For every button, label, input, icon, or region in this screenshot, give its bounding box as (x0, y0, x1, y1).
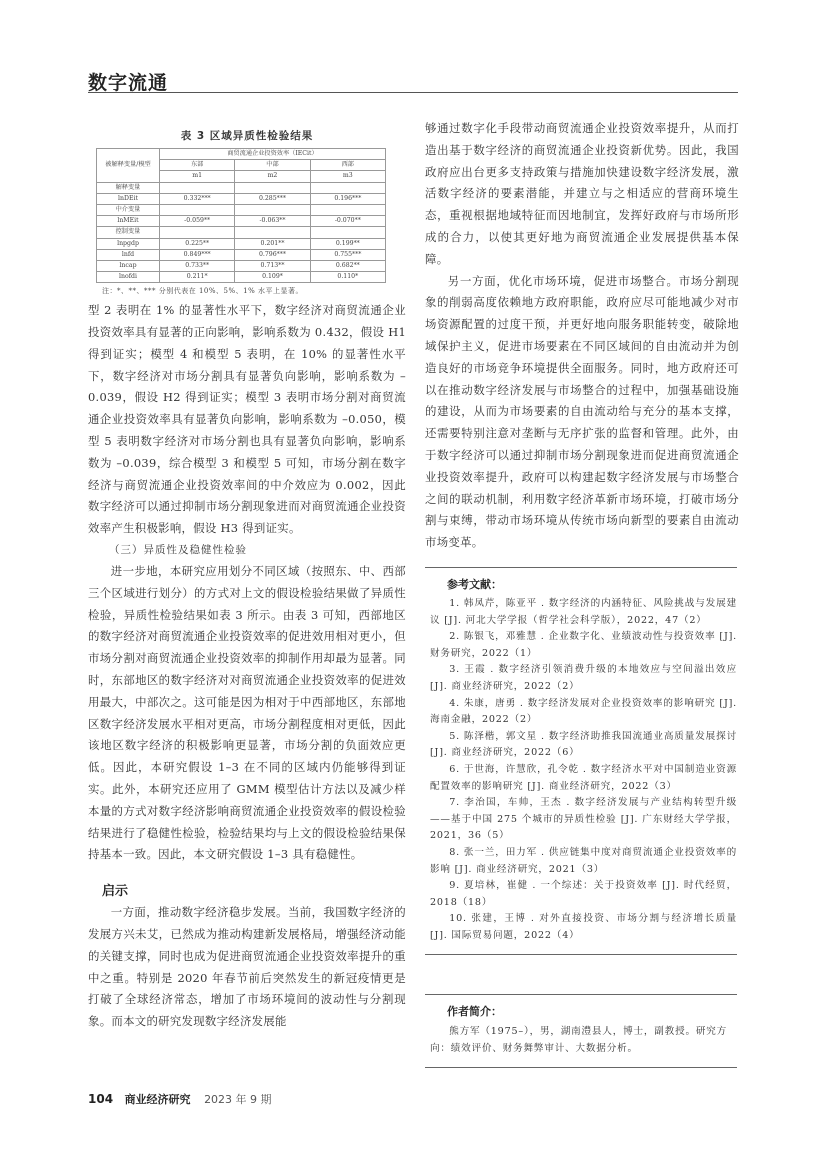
references-box (425, 567, 737, 955)
table-row (97, 216, 386, 227)
model-header: m2 (235, 171, 310, 182)
cell (310, 182, 385, 193)
cell: 0.110* (310, 272, 385, 283)
reference-item: 7. 李治国，车帅，王杰 . 数字经济发展与产业结构转型升级——基于中国 275 个城市的异质性检验 [J]. 广东财经大学学报，2021，36（5） (430, 797, 737, 842)
reference-item: 4. 朱康，唐勇 . 数字经济发展对企业投资效率的影响研究 [J]. 海南金融，2022（2） (430, 697, 737, 726)
reference-item: 9. 夏培林，崔健 . 一个综述：关于投资效率 [J]. 时代经贸，2018（18） (430, 880, 737, 908)
row-label: lnMEit (97, 216, 160, 227)
cell: 0.332*** (160, 193, 235, 204)
row-label: lnofdi (97, 272, 160, 283)
column-header: 西部 (310, 160, 385, 171)
table-row (97, 249, 386, 260)
author-bio-title: 作者简介： (447, 1005, 502, 1018)
cell: 0.196*** (310, 193, 385, 204)
row-label: lncap (97, 260, 160, 271)
section-title: 启示 (102, 884, 129, 900)
dependent-variable-header: 商贸流通企业投资效率（IECit） (160, 149, 386, 160)
cell (160, 204, 235, 215)
cell: -0.063** (235, 216, 310, 227)
cell (310, 227, 385, 238)
issue-label: 2023 年 9 期 (204, 1093, 272, 1106)
cell: 0.682** (310, 260, 385, 271)
body-paragraph: 进一步地，本研究应用划分不同区域（按照东、中、西部三个区域进行划分）的方式对上文的假设检验结果做了异质性检验，异质性检验结果如表 3 所示。由表 3 可知，西部地区的数字经济对商贸流通企业投资效率的促进效用相对更小，但市场分割对商贸流通企业投资效率的抑制作用却最为显著。同时，东部地区的数字经济对对商贸流通企业投资效率的促进效用最大，中部次之。这可能是因为相对于中西部地区，东部地区数字经济发展水平相对更高，市场分割程度相对更低，因此该地区数字经济的积极影响更显著，市场分割的负面效应更低。因此，本研究假设 1–3 在不同的区域内仍能够得到证实。此外，本研究还应用了 GMM 模型估计方法以及减少样本量的方式对数字经济影响商贸流通企业投资效率的假设检验结果进行了稳健性检验，检验结果均与上文的假设检验结果保持基本一致。因此，本文研究假设 1–3 具有稳健性。 (88, 564, 406, 862)
cell: 0.199** (310, 238, 385, 249)
table-header-row (97, 149, 386, 160)
cell: 0.733** (160, 260, 235, 271)
page-number: 104 (88, 1092, 114, 1106)
cell: -0.070** (310, 216, 385, 227)
body-paragraph: 一方面，推动数字经济稳步发展。当前，我国数字经济的发展方兴未艾，已然成为推动构建新发展格局，增强经济动能的关键支撑，同时也成为促进商贸流通企业投资效率提升的重中之重。特别是 2020 年春节前后突然发生的新冠疫情更是打破了全球经济常态，增加了市场环境间的波动性与分割现象。而本文的研究发现数字经济发展能 (88, 905, 406, 1029)
cell (160, 182, 235, 193)
table-note: 注：*、**、*** 分别代表在 10%、5%、1% 水平上显著。 (102, 287, 303, 296)
cell: 0.713** (235, 260, 310, 271)
cell: 0.285*** (235, 193, 310, 204)
table-row (97, 260, 386, 271)
table-row (97, 272, 386, 283)
reference-item: 2. 陈银飞，邓雅慧 . 企业数字化、业绩波动性与投资效率 [J]. 财务研究，2022（1） (430, 631, 737, 659)
row-label: 中介变量 (97, 204, 160, 215)
table-row (97, 204, 386, 215)
table-title: 表 3 区域异质性检验结果 (180, 130, 314, 142)
cell (160, 227, 235, 238)
journal-name: 商业经济研究 (124, 1093, 191, 1106)
reference-item: 10. 张建，王博 . 对外直接投资、市场分割与经济增长质量 [J]. 国际贸易问题，2022（4） (430, 913, 737, 941)
body-paragraph: 够通过数字化手段带动商贸流通企业投资效率提升，从而打造出基于数字经济的商贸流通企业投资新优势。因此，我国政府应出台更多支持政策与措施加快建设数字经济发展，激活数字经济的要素潜能，并建立与之相适应的营商环境生态，重视根据地域特征而因地制宜，发挥好政府与市场所形成的合力，以使其更好地为商贸流通企业发展提供基本保障。 (425, 121, 739, 266)
header-rule (88, 92, 738, 93)
reference-item: 1. 韩凤芹，陈亚平 . 数字经济的内涵特征、风险挑战与发展建议 [J]. 河北大学学报（哲学社会科学版），2022，47（2） (430, 598, 737, 626)
table-row (97, 238, 386, 249)
body-paragraph: 另一方面，优化市场环境，促进市场整合。市场分割现象的削弱高度依赖地方政府职能，政府应尽可能地减少对市场资源配置的过度干预，并更好地向服务职能转变，破除地域保护主义，促进市场要素在不同区域间的自由流动并为创造良好的市场竞争环境提供全面服务。同时，地方政府还可以在推动数字经济发展与市场整合的过程中，加强基础设施的建设，从而为市场要素的自由流动给与充分的基本支撑，还需要特别注意对垄断与无序扩张的监督和管理。此外，由于数字经济可以通过抑制市场分割现象进而促进商贸流通企业投资效率提升，政府可以构建起数字经济发展与市场整合之间的联动机制，利用数字经济革新市场环境，打破市场分割与束缚，带动市场环境从传统市场向新型的要素自由流动市场变革。 (425, 273, 739, 550)
row-label: lnfd (97, 249, 160, 260)
reference-item: 3. 王霞 . 数字经济引领消费升级的本地效应与空间溢出效应 [J]. 商业经济研究，2022（2） (430, 664, 737, 692)
column-header: 中部 (235, 160, 310, 171)
column-header: 东部 (160, 160, 235, 171)
section-header-title: 数字流通 (88, 72, 169, 94)
body-paragraph: 型 2 表明在 1% 的显著性水平下，数字经济对商贸流通企业投资效率具有显著的正向影响，影响系数为 0.432，假设 H1 得到证实；模型 4 和模型 5 表明，在 10% 的显著性水平下，数字经济对市场分割具有显著负向影响，影响系数为 –0.039，假设 H2 得到证实；模型 3 表明市场分割对商贸流通企业投资效率具有显著负向影响，影响系数为 –0.050，模型 5 表明数字经济对市场分割也具有显著负向影响，影响系数为 –0.039，综合模型 3 和模型 5 可知，市场分割在数字经济与商贸流通企业投资效率间的中介效应为 0.002，因此数字经济可以通过抑制市场分割现象进而对商贸流通企业投资效率产生积极影响，假设 H3 得到证实。 (88, 303, 406, 536)
cell (235, 227, 310, 238)
row-label: 解释变量 (97, 182, 160, 193)
cell: 0.211* (160, 272, 235, 283)
cell (235, 204, 310, 215)
cell: -0.059** (160, 216, 235, 227)
author-bio-box (425, 994, 737, 1068)
row-label: lnpgdp (97, 238, 160, 249)
cell: 0.849*** (160, 249, 235, 260)
right-column (425, 118, 739, 554)
left-column (88, 128, 406, 1033)
reference-item: 6. 于世海，许慧欣，孔令乾 . 数字经济水平对中国制造业资源配置效率的影响研究 [J]. 商业经济研究，2022（3） (430, 763, 737, 792)
results-table (96, 148, 386, 283)
cell (310, 204, 385, 215)
model-header: m1 (160, 171, 235, 182)
table-row (97, 193, 386, 204)
table-row (97, 182, 386, 193)
row-label: 控制变量 (97, 227, 160, 238)
cell: 0.225** (160, 238, 235, 249)
reference-item: 8. 张一兰，田力军 . 供应链集中度对商贸流通企业投资效率的影响 [J]. 商业经济研究，2021（3） (430, 846, 737, 875)
cell: 0.109* (235, 272, 310, 283)
subsection-heading: （三）异质性及稳健性检验 (109, 544, 247, 557)
cell: 0.201** (235, 238, 310, 249)
model-header: m3 (310, 171, 385, 182)
author-bio-text: 熊方军（1975–），男，湖南澧县人，博士，副教授。研究方向：绩效评价、财务舞弊审计、大数据分析。 (430, 1026, 728, 1054)
row-label: lnDEit (97, 193, 160, 204)
table-row (97, 227, 386, 238)
reference-item: 5. 陈泽楷，郭文星 . 数字经济助推我国流通业高质量发展探讨 [J]. 商业经济研究，2022（6） (430, 730, 737, 759)
cell: 0.755*** (310, 249, 385, 260)
references-title: 参考文献： (447, 578, 502, 591)
cell (235, 182, 310, 193)
page-footer (88, 1091, 272, 1107)
row-header-label: 被解释变量/模型 (97, 149, 160, 183)
cell: 0.796*** (235, 249, 310, 260)
